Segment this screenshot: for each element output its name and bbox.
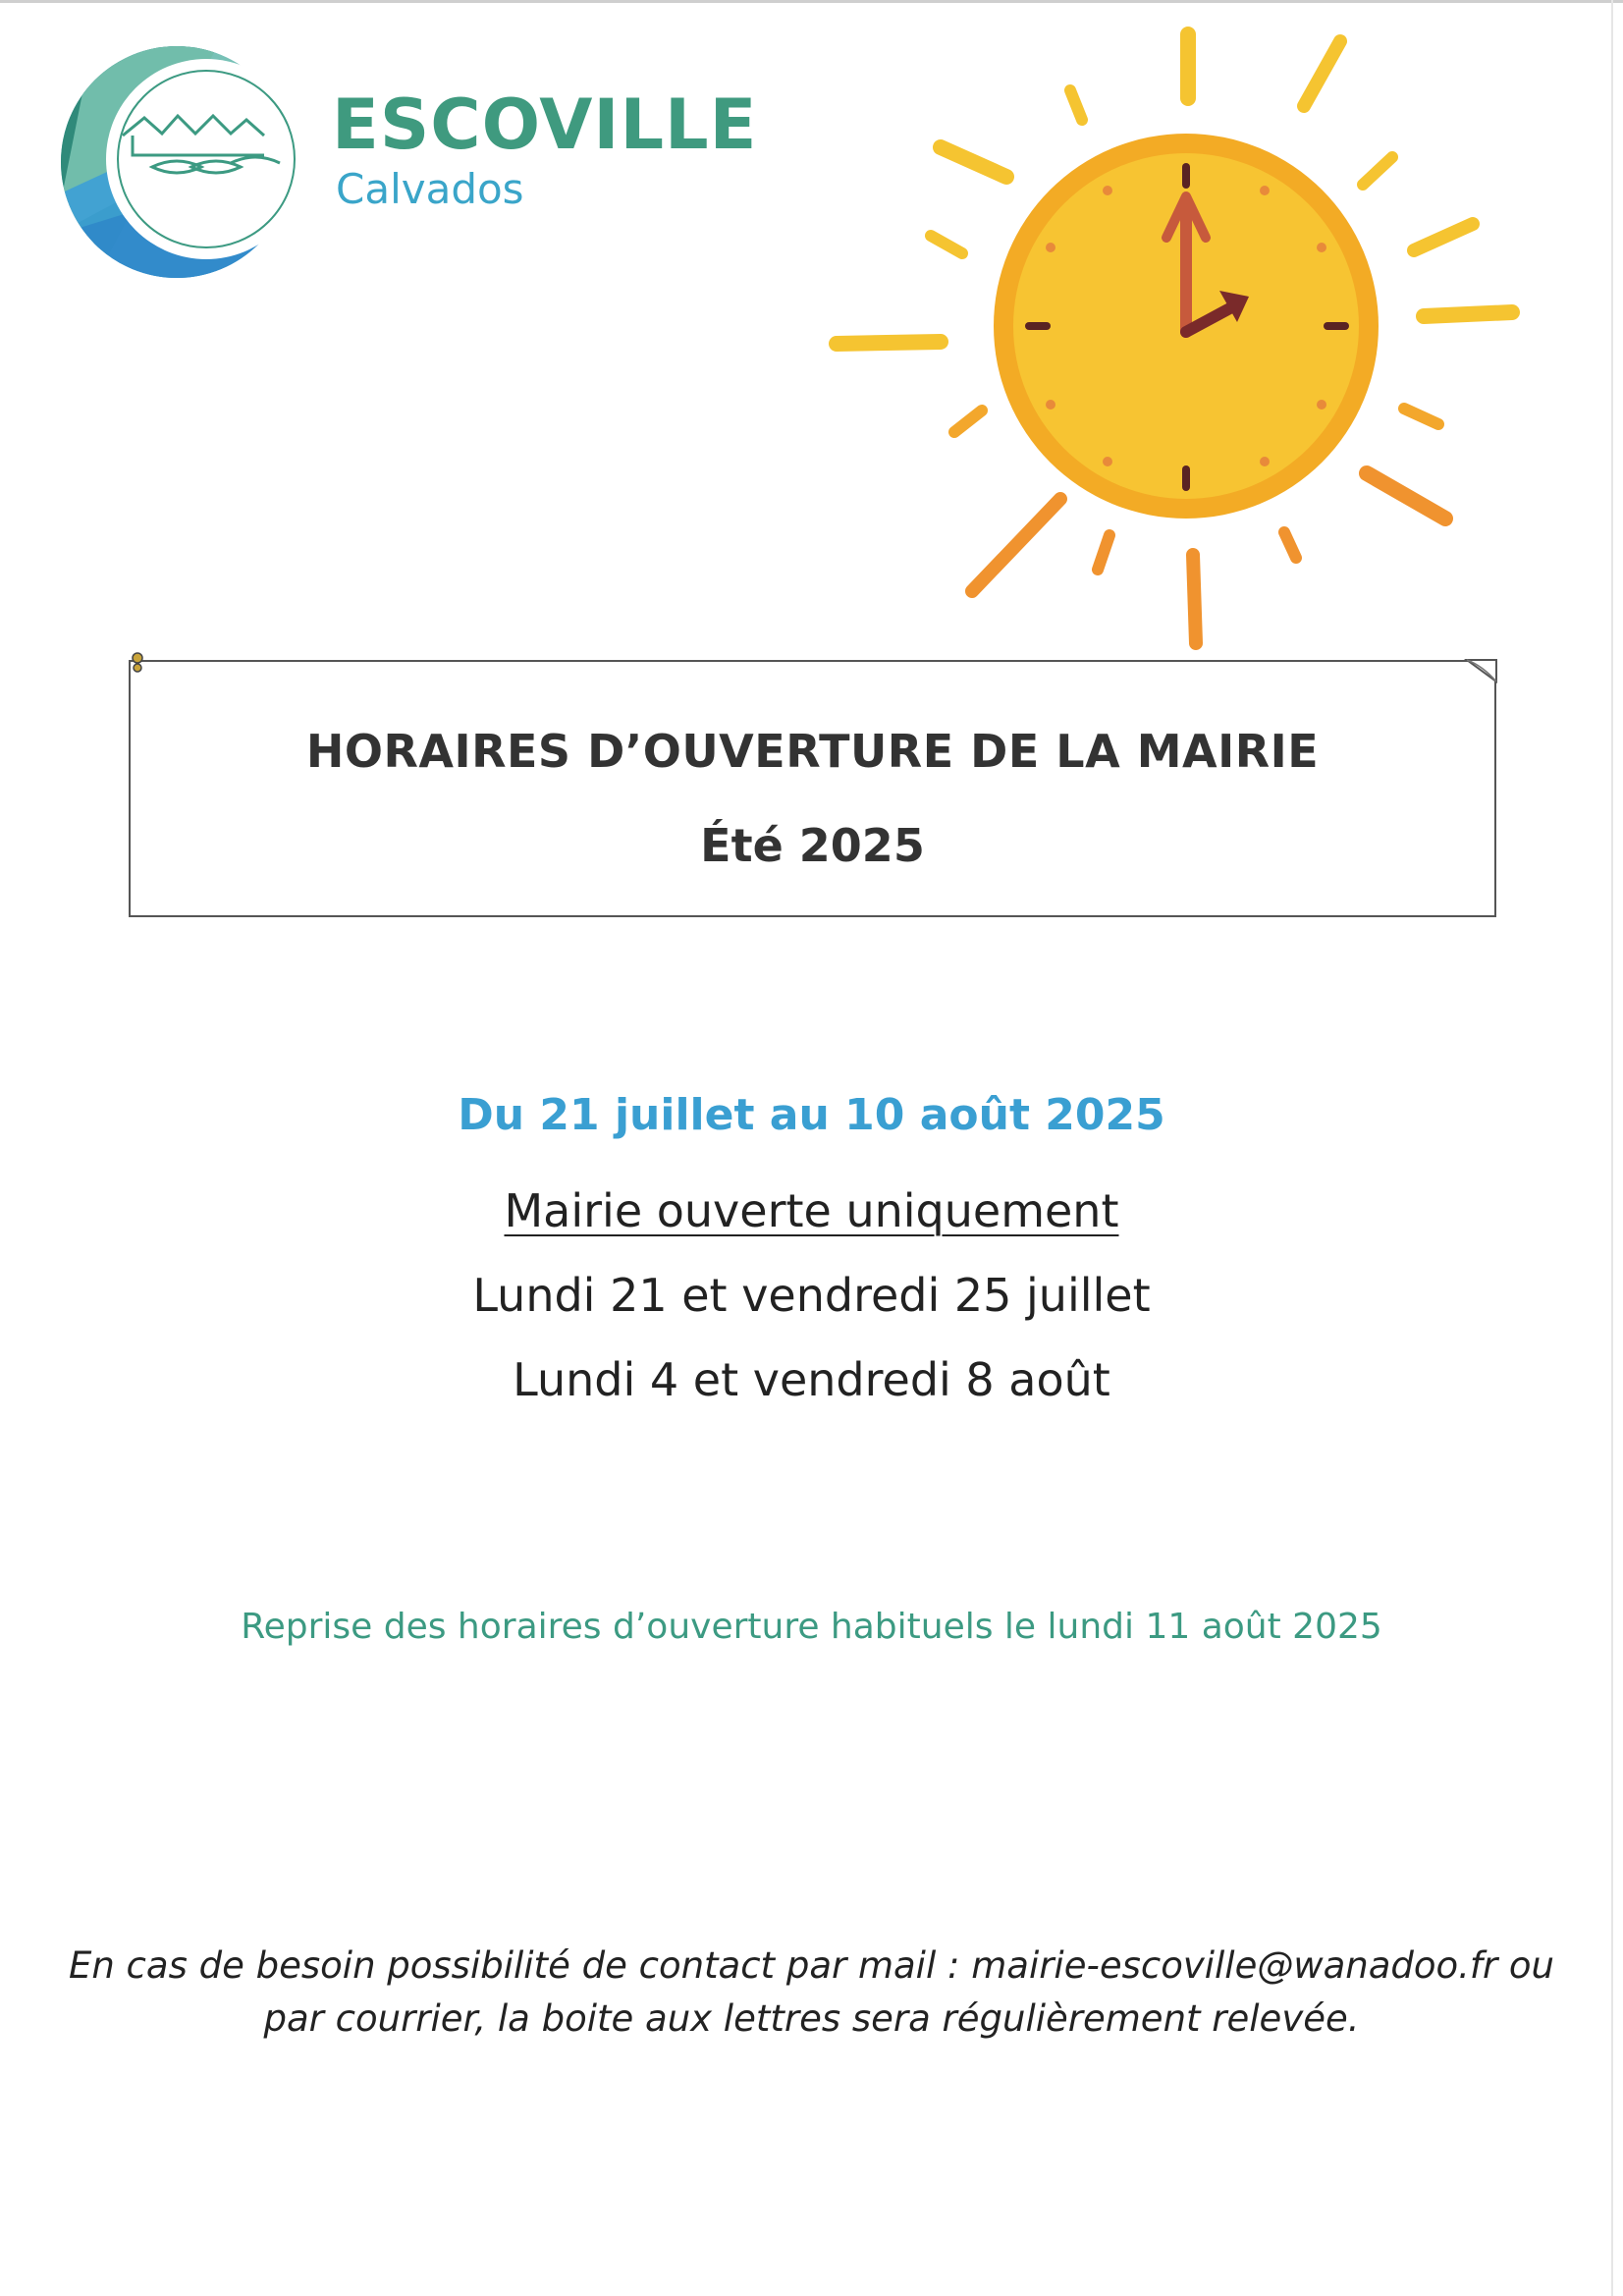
- pin-icon: [131, 652, 144, 678]
- contact-line-2: par courrier, la boite aux lettres sera régulièrement relevée.: [263, 1997, 1360, 2040]
- banner-title: HORAIRES D’OUVERTURE DE LA MAIRIE: [305, 725, 1320, 778]
- period-heading: Du 21 juillet au 10 août 2025: [458, 1090, 1165, 1140]
- folded-corner-icon: [1463, 656, 1502, 683]
- logo-title: ESCOVILLE: [332, 84, 758, 165]
- banner-subtitle: Été 2025: [700, 819, 925, 872]
- contact-note: [0, 1940, 1623, 2046]
- sun-clock-icon: [825, 20, 1532, 668]
- escoville-logo-icon: [54, 39, 309, 285]
- opening-day-line: Lundi 4 et vendredi 8 août: [513, 1353, 1110, 1406]
- opening-day-line: Lundi 21 et vendredi 25 juillet: [472, 1269, 1151, 1322]
- page-top-edge: [0, 0, 1623, 3]
- logo-subtitle: Calvados: [336, 165, 524, 213]
- resume-notice: Reprise des horaires d’ouverture habituels le lundi 11 août 2025: [241, 1607, 1382, 1647]
- open-note: [0, 1184, 1623, 1237]
- title-banner: [129, 660, 1496, 917]
- open-note-text: Mairie ouverte uniquement: [504, 1184, 1119, 1237]
- contact-line-1: En cas de besoin possibilité de contact par mail : mairie-escoville@wanadoo.fr ou: [68, 1944, 1555, 1987]
